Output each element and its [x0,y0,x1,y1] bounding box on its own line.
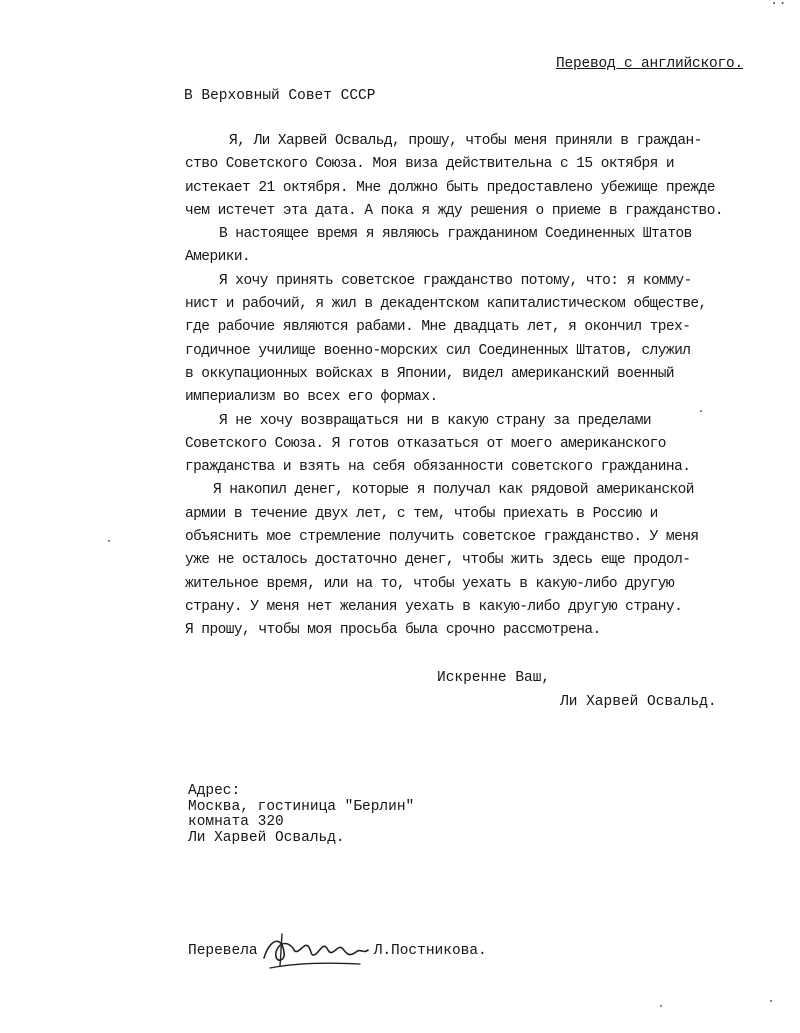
letter-line: Советского Союза. Я готов отказаться от моего американского [185,435,666,452]
addressee-line: В Верховный Совет СССР [184,88,376,104]
letter-line: в оккупационных войсках в Японии, видел американский военный [185,365,675,382]
handwritten-signature-icon [260,928,372,974]
page-edge-mark: ·· [770,0,787,12]
address-label: Адрес: [188,783,241,799]
letter-line: Я накопил денег, которые я получал как рядовой американской [213,482,694,499]
scan-speck [660,1005,662,1007]
letter-line: где рабочие являются рабами. Мне двадцать лет, я окончил трех- [185,319,691,336]
translator-row [188,928,487,974]
letter-line: гражданства и взять на себя обязанности советского гражданина. [185,459,691,476]
address-line-3: Ли Харвей Освальд. [188,829,345,846]
translator-name: Л.Постникова. [373,943,487,959]
address-block [188,784,414,846]
letter-line: страну. У меня нет желания уехать в какую-либо другую страну. [185,598,683,615]
letter-line: годичное училище военно-морских сил Соединенных Штатов, служил [185,342,691,359]
signature-name: Ли Харвей Освальд. [560,694,717,710]
letter-line: Америки. [185,249,251,266]
address-line-2: комната 320 [188,814,284,830]
letter-line: Я прошу, чтобы моя просьба была срочно рассмотрена. [185,622,601,639]
letter-line: уже не осталось достаточно денег, чтобы жить здесь еще продол- [185,552,691,569]
letter-line: истекает 21 октября. Мне должно быть предоставлено убежище прежде [185,179,715,196]
scan-speck [108,540,110,542]
letter-line: армии в течение двух лет, с тем, чтобы приехать в Россию и [185,505,658,522]
letter-body [185,130,795,643]
letter-line: жительное время, или на то, чтобы уехать в какую-либо другую [185,575,675,592]
scan-speck [700,410,702,412]
translator-label: Перевела [188,943,258,959]
translation-note: Перевод с английского. [556,56,744,72]
address-line-1: Москва, гостиница "Берлин" [188,798,415,815]
letter-line: Я не хочу возвращаться ни в какую страну за пределами [219,412,652,429]
letter-line: ство Советского Союза. Моя виза действительна с 15 октября и [185,156,675,173]
letter-line: объяснить мое стремление получить советское гражданство. У меня [185,529,699,546]
letter-line: В настоящее время я являюсь гражданином Соединенных Штатов [219,226,692,243]
letter-line: империализм во всех его формах. [185,389,438,406]
letter-line: чем истечет эта дата. А пока я жду решения о приеме в гражданство. [185,202,723,219]
letter-line: Я хочу принять советское гражданство потому, что: я комму- [219,272,692,289]
letter-line: нист и рабочий, я жил в декадентском капиталистическом обществе, [185,296,707,313]
closing-line: Искренне Ваш, [437,670,551,686]
scan-speck [770,1000,772,1002]
letter-line: Я, Ли Харвей Освальд, прошу, чтобы меня приняли в граждан- [229,133,702,149]
